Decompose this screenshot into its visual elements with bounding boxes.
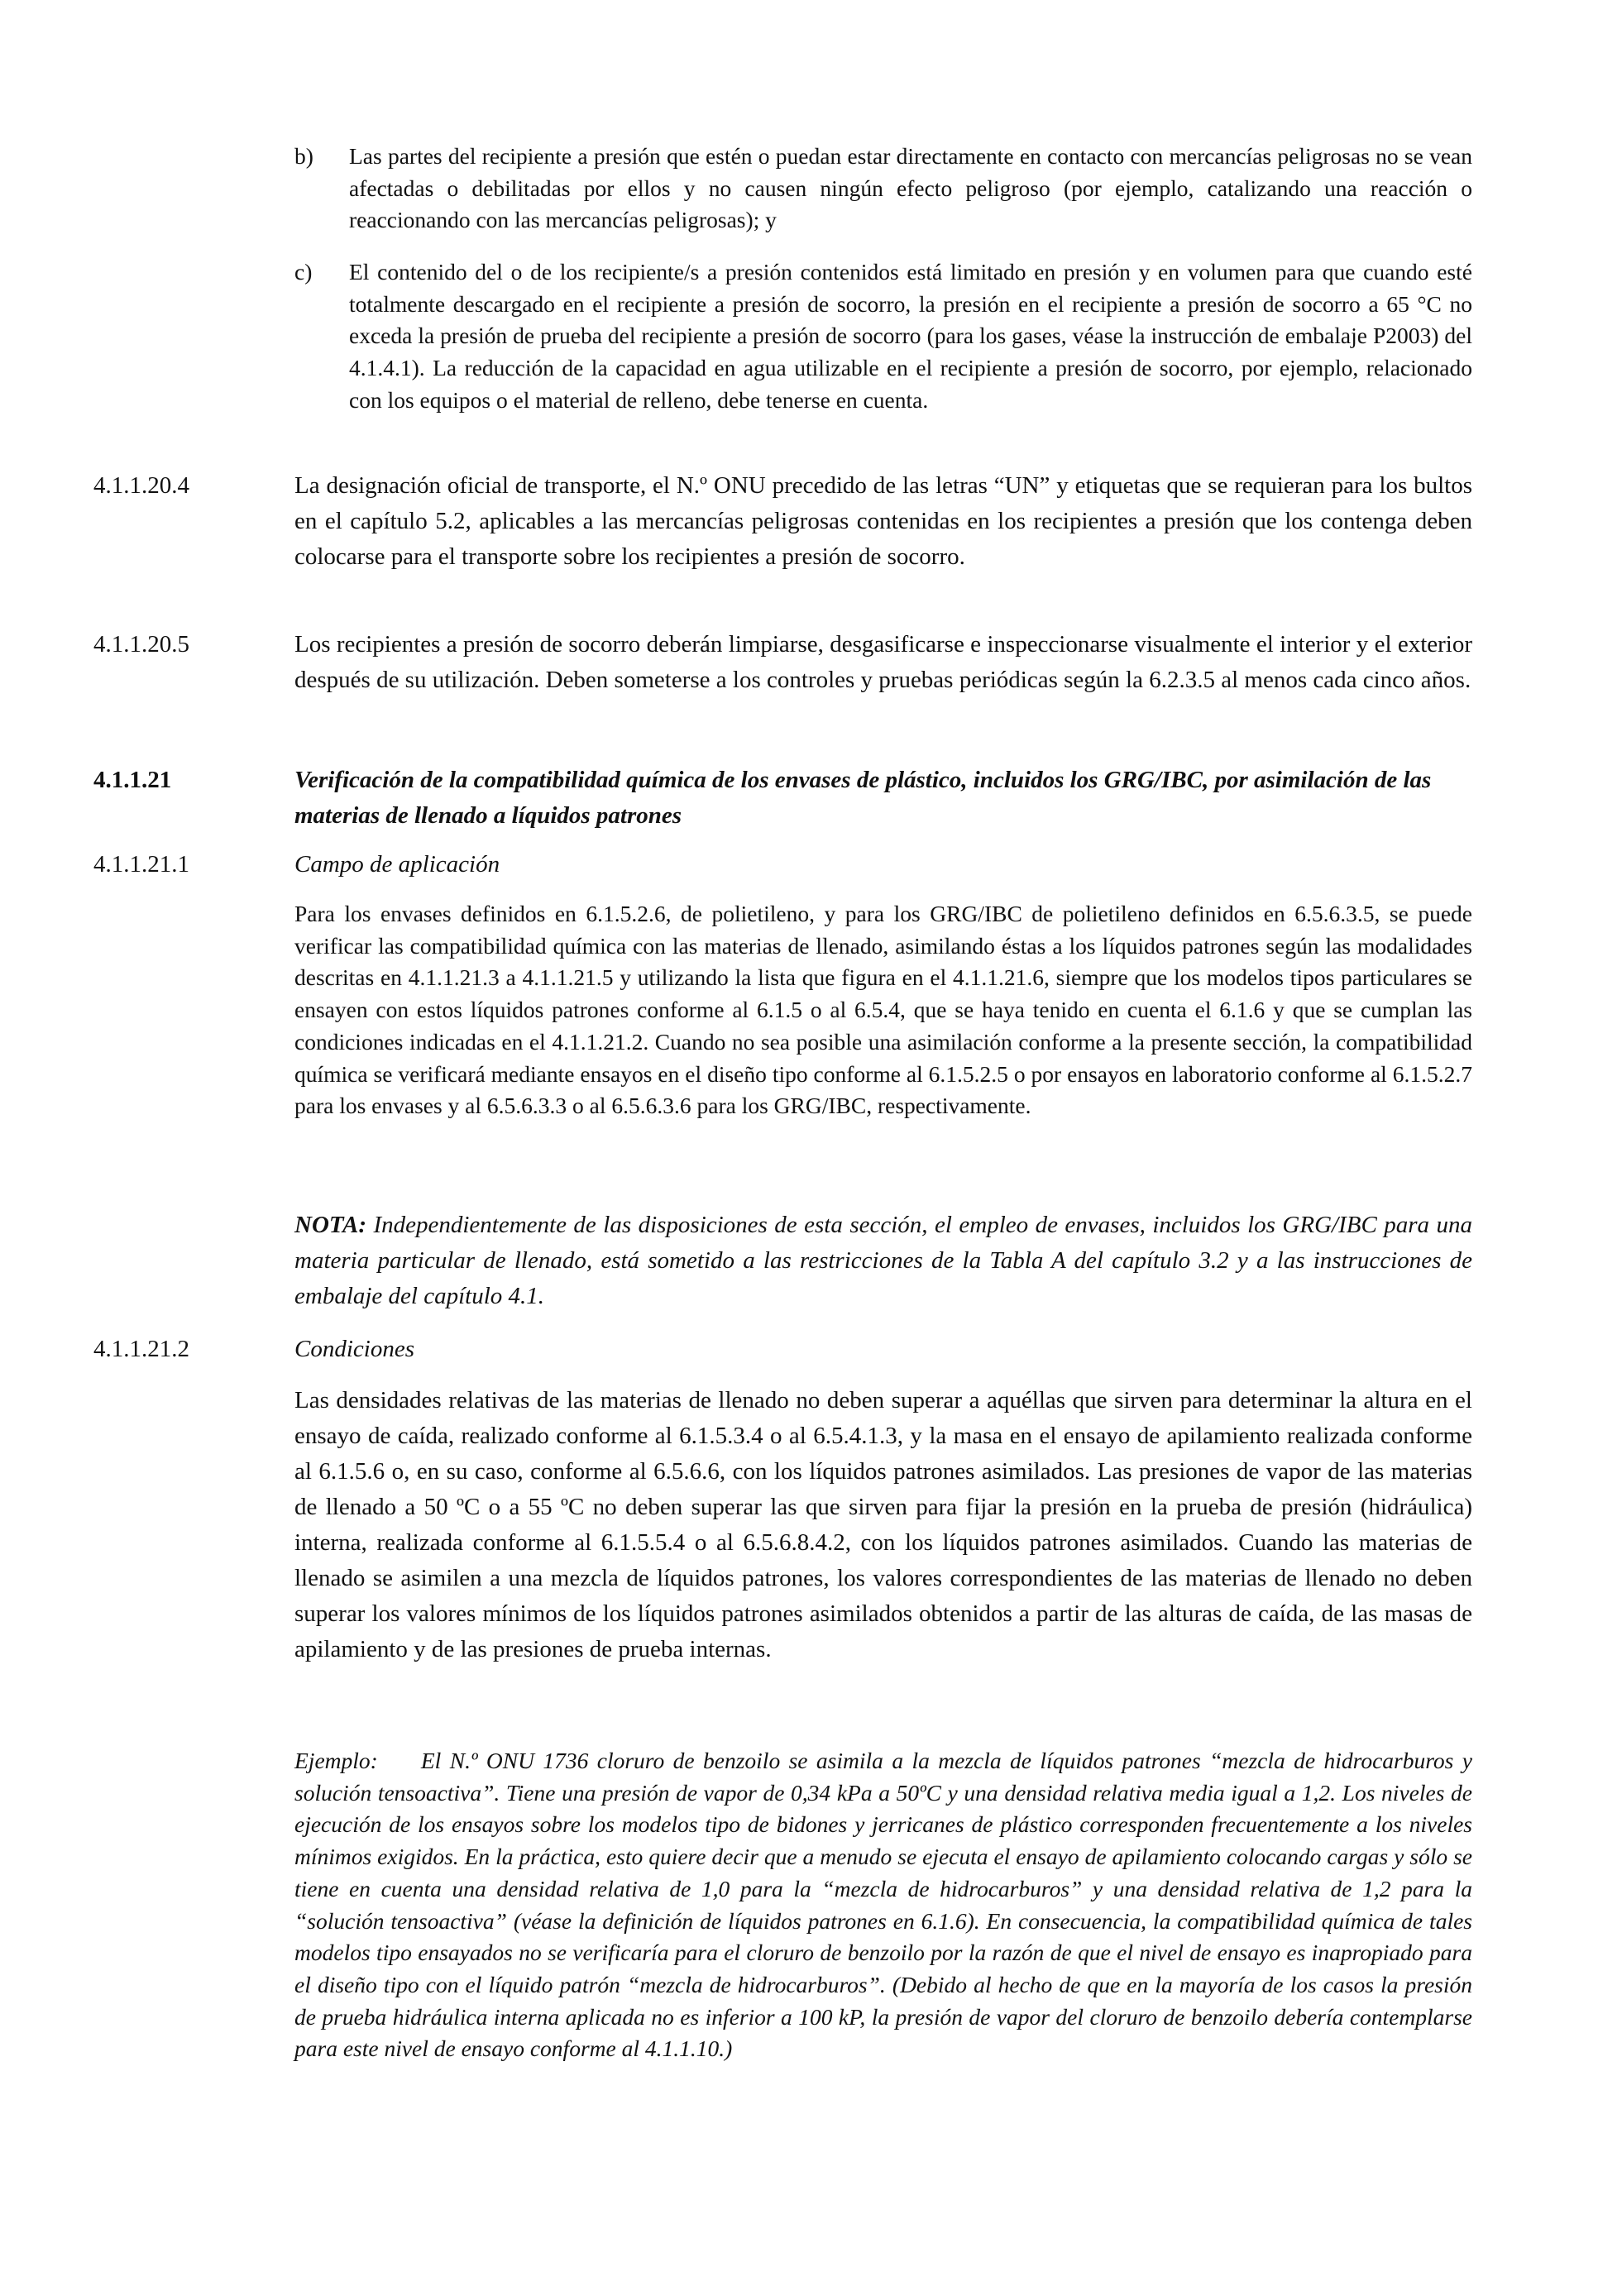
section-text-4-1-1-21-1: Para los envases definidos en 6.1.5.2.6, de polietileno, y para los GRG/IBC de polietileno definidos en 6.5.6.3.5, se puede verificar las compatibilidad química con las materias de llenado, asimilando éstas a los líquidos patrones según las modalidades descritas en 4.1.1.21.3 a 4.1.1.21.5 y utilizando la lista que figura en el 4.1.1.21.6, siempre que los modelos tipos particulares se ensayen con estos líquidos patrones conforme al 6.1.5 o al 6.5.4, que se haya tenido en cuenta el 6.1.6 y que se cumplan las condiciones indicadas en el 4.1.1.21.2. Cuando no sea posible una asimilación conforme a la presente sección, la compatibilidad química se verificará mediante ensayos en el diseño tipo conforme al 6.1.5.2.5 o por ensayos en laboratorio conforme al 6.1.5.2.7 para los envases y al 6.5.6.3.3 o al 6.5.6.3.6 para los GRG/IBC, respectivamente.	[294, 901, 1472, 1119]
example-label: Ejemplo:	[294, 1748, 378, 1773]
example-paragraph	[294, 1745, 1472, 2065]
list-item-label-b: b)	[294, 143, 313, 169]
section-number-4-1-1-21: 4.1.1.21	[93, 767, 172, 793]
list-item-text-c: El contenido del o de los recipiente/s a presión contenidos está limitado en presión y en volumen para que cuando esté totalmente descargado en el recipiente a presión de socorro, la presión en el recipiente a presión de socorro a 65 °C no exceda la presión de prueba del recipiente a presión de socorro (para los gases, véase la instrucción de embalaje P2003) del 4.1.4.1). La reducción de la capacidad en agua utilizable en el recipiente a presión de socorro, por ejemplo, relacionado con los equipos o el material de relleno, debe tenerse en cuenta.	[349, 259, 1472, 413]
section-title-4-1-1-21: Verificación de la compatibilidad química de los envases de plástico, incluidos los GRG/IBC, por asimilación de las materias de llenado a líquidos patrones	[294, 767, 1432, 829]
list-item-text-b: Las partes del recipiente a presión que estén o puedan estar directamente en contacto con mercancías peligrosas no se vean afectadas o debilitadas por ellos y no causen ningún efecto peligroso (por ejemplo, catalizando una reacción o reaccionando con las mercancías peligrosas); y	[349, 143, 1472, 233]
list-item-label-c: c)	[294, 259, 313, 285]
section-text-4-1-1-20-4: La designación oficial de transporte, el N.º ONU precedido de las letras “UN” y etiquetas que se requieran para los bultos en el capítulo 5.2, aplicables a las mercancías peligrosas contenidas en los recipientes a presión que los contenga deben colocarse para el transporte sobre los recipientes a presión de socorro.	[294, 472, 1472, 570]
note-label: NOTA:	[294, 1212, 366, 1238]
example-text: El N.º ONU 1736 cloruro de benzoilo se asimila a la mezcla de líquidos patrones “mezcla de hidrocarburos y solución tensoactiva”. Tiene una presión de vapor de 0,34 kPa a 50ºC y una densidad relativa media igual a 1,2. Los niveles de ejecución de los ensayos sobre los modelos tipo de bidones y jerricanes de plástico corresponden frecuentemente a los niveles mínimos exigidos. En la práctica, esto quiere decir que a menudo se ejecuta el ensayo de apilamiento colocando cargas y sólo se tiene en cuenta una densidad relativa de 1,0 para la “mezcla de hidrocarburos” y una densidad relativa de 1,2 para la “solución tensoactiva” (véase la definición de líquidos patrones en 6.1.6). En consecuencia, la compatibilidad química de tales modelos tipo ensayados no se verificaría para el cloruro de benzoilo por la razón de que el nivel de ensayo es inapropiado para el diseño tipo con el líquido patrón “mezcla de hidrocarburos”. (Debido al hecho de que en la mayoría de los casos la presión de prueba hidráulica interna aplicada no es inferior a 100 kP, la presión de vapor del cloruro de benzoilo debería contemplarse para este nivel de ensayo conforme al 4.1.1.10.)	[294, 1748, 1473, 2062]
note-paragraph	[294, 1208, 1472, 1314]
section-number-4-1-1-20-4: 4.1.1.20.4	[93, 472, 189, 499]
section-number-4-1-1-21-1: 4.1.1.21.1	[93, 851, 189, 878]
section-number-4-1-1-21-2: 4.1.1.21.2	[93, 1336, 189, 1362]
section-text-4-1-1-20-5: Los recipientes a presión de socorro deberán limpiarse, desgasificarse e inspeccionarse visualmente el interior y el exterior después de su utilización. Deben someterse a los controles y pruebas periódicas según la 6.2.3.5 al menos cada cinco años.	[294, 631, 1472, 693]
section-text-4-1-1-21-2: Las densidades relativas de las materias de llenado no deben superar a aquéllas que sirven para determinar la altura en el ensayo de caída, realizado conforme al 6.1.5.3.4 o al 6.5.4.1.3, y la masa en el ensayo de apilamiento realizada conforme al 6.1.5.6 o, en su caso, conforme al 6.5.6.6, con los líquidos patrones asimilados. Las presiones de vapor de las materias de llenado a 50 ºC o a 55 ºC no deben superar las que sirven para fijar la presión en la prueba de presión (hidráulica) interna, realizada conforme al 6.1.5.5.4 o al 6.5.6.8.4.2, con los líquidos patrones asimilados. Cuando las materias de llenado se asimilen a una mezcla de líquidos patrones, los valores correspondientes de las materias de llenado no deben superar los valores mínimos de los líquidos patrones asimilados obtenidos a partir de las alturas de caída, de las masas de apilamiento y de las presiones de prueba internas.	[294, 1387, 1472, 1662]
section-title-4-1-1-21-1: Campo de aplicación	[294, 851, 500, 878]
section-title-4-1-1-21-2: Condiciones	[294, 1336, 414, 1362]
section-number-4-1-1-20-5: 4.1.1.20.5	[93, 631, 189, 658]
note-text: Independientemente de las disposiciones de esta sección, el empleo de envases, incluidos los GRG/IBC para una materia particular de llenado, está sometido a las restricciones de la Tabla A del capítulo 3.2 y a las instrucciones de embalaje del capítulo 4.1.	[294, 1212, 1473, 1309]
